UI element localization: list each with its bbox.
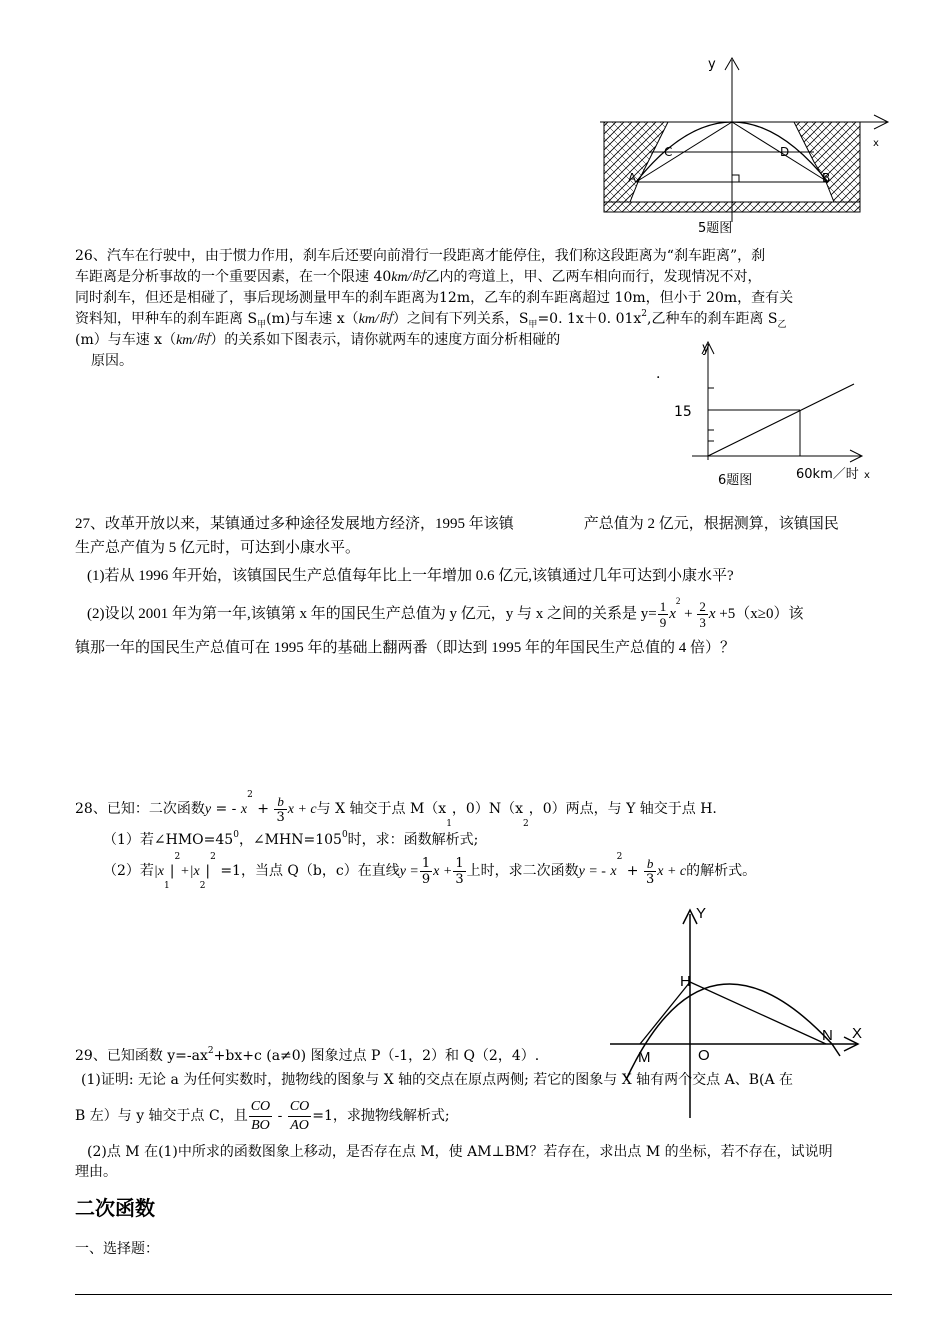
fig6-tick-15: 15	[674, 404, 692, 420]
fig5-caption: 5题图	[698, 221, 733, 236]
q26-line3: 同时刹车，但还是相碰了，事后现场测量甲车的刹车距离为12m，乙车的刹车距离超过 10m，但小于 20m，查有关	[75, 290, 794, 306]
q26-line6: 原因。	[91, 353, 133, 369]
q26-line4: 资料知，甲种车的刹车距离 S甲(m)与车速 x（km/时）之间有下列关系，S甲=0. 1x＋0. $01x^2$,乙种车的刹车距离 S乙	[75, 309, 787, 330]
fig6-y-label: y	[702, 341, 710, 356]
fig5-y-label: y	[708, 57, 716, 72]
section-subtitle: 一、选择题：	[75, 1241, 159, 1257]
section-title: 二次函数	[75, 1196, 155, 1220]
q26-line1: 26、汽车在行驶中，由于惯力作用，刹车后还要向前滑行一段距离才能停住，我们称这段距离为“刹车距离”，刹	[75, 248, 766, 264]
q29-line1: 29、已知函数 $y=-ax^2+bx+c$ (a≠0) 图象过点 P（-1，2）和 Q（2，4）.	[75, 1046, 540, 1064]
q27-line3: 镇那一年的国民生产总值可在 1995 年的基础上翻两番（即达到 1995 年的年国民生产总值的 4 倍）？	[75, 640, 736, 656]
q28-part1: （1）若$\angle HMO=45^0$，$\angle MHN=105^0$时，求：函数解析式;	[103, 830, 479, 848]
fig6-x-label: x	[864, 470, 870, 481]
fig28-m-label: M	[638, 1049, 651, 1066]
fig6-x-tick-60: 60km／时	[796, 467, 859, 482]
q27-part1: (1)若从 1996 年开始，该镇国民生产总值每年比上一年增加 0.6 亿元,该镇通过几年可达到小康水平?	[87, 568, 734, 584]
question-27	[75, 514, 895, 654]
fig28-o-label: O	[698, 1047, 710, 1064]
q28-part2: （2）若$|x1|^2+|x2|^2 =1$，当点 Q（b，c）在直线y = $\frac{1}{9}$ x + $\frac{1}{3}$ 上时，求二次函数y = - $x^2$ + $\frac{b}{3}$ x + c的解析式。	[103, 852, 757, 891]
q29-part2: (2)点 M 在(1)中所求的函数图象上移动，是否存在点 M，使 AM⊥BM？若存在，求出点 M 的坐标，若不存在，试说明	[87, 1144, 833, 1160]
fig28-y-label: Y	[696, 905, 707, 922]
bottom-divider	[75, 1294, 892, 1295]
q29-part1: (1)证明: 无论 a 为任何实数时，抛物线的图象与 X 轴的交点在原点两侧; 若它的图象与 X 轴有两个交点 A、B(A 在	[81, 1072, 794, 1088]
fig5-a-label: A	[628, 171, 637, 185]
fig5-x-label: x	[873, 138, 879, 149]
fig5-c-label: C	[664, 145, 673, 159]
fig28-x-label: X	[852, 1025, 863, 1042]
q29-part1-cont: B 左）与 y 轴交于点 C，且 $\frac{CO}{BO}$ - $\frac{CO}{AO}$ =1，求抛物线解析式;	[75, 1098, 450, 1133]
fig6-dot: ·	[656, 370, 661, 386]
q27-line2: 生产总产值为 5 亿元时，可达到小康水平。	[75, 540, 361, 556]
q27-line1: 27、改革开放以来，某镇通过多种途径发展地方经济，1995 年该镇 产总值为 2 亿元，根据测算，该镇国民	[75, 516, 839, 532]
q27-part2: (2)设以 2001 年为第一年,该镇第 x 年的国民生产总值为 y 亿元，y 与 x 之间的关系是 y= $\frac{1}{9}$ $x^2$ + $\frac{2}{3}$ x +5（x≥0）该	[87, 596, 804, 631]
fig28-n-label: N	[822, 1027, 833, 1044]
q26-line2: 车距离是分析事故的一个重要因素，在一个限速 40km/时乙内的弯道上，甲、乙两车相向而行，发现情况不对，	[75, 269, 762, 285]
q29-part2-cont: 理由。	[75, 1164, 117, 1180]
question-28	[75, 790, 895, 890]
q26-line5: (m）与车速 x（km/时）的关系如下图表示，请你就两车的速度方面分析相碰的	[75, 332, 561, 348]
fig6-caption: 6题图	[718, 473, 753, 488]
q28-line1: 28、已知：二次函数y = - $x^2$ + $\frac{b}{3}$ x + c与 X 轴交于点 M（x1，0）N（x2，0）两点，与 Y 轴交于点 H.	[75, 790, 717, 829]
fig5-b-label: B	[822, 171, 831, 185]
question-29	[75, 1046, 895, 1180]
fig5-d-label: D	[780, 145, 790, 159]
figure-6-graph	[650, 338, 890, 493]
figure-5-bridge	[598, 52, 898, 237]
fig28-h-label: H	[680, 973, 691, 990]
